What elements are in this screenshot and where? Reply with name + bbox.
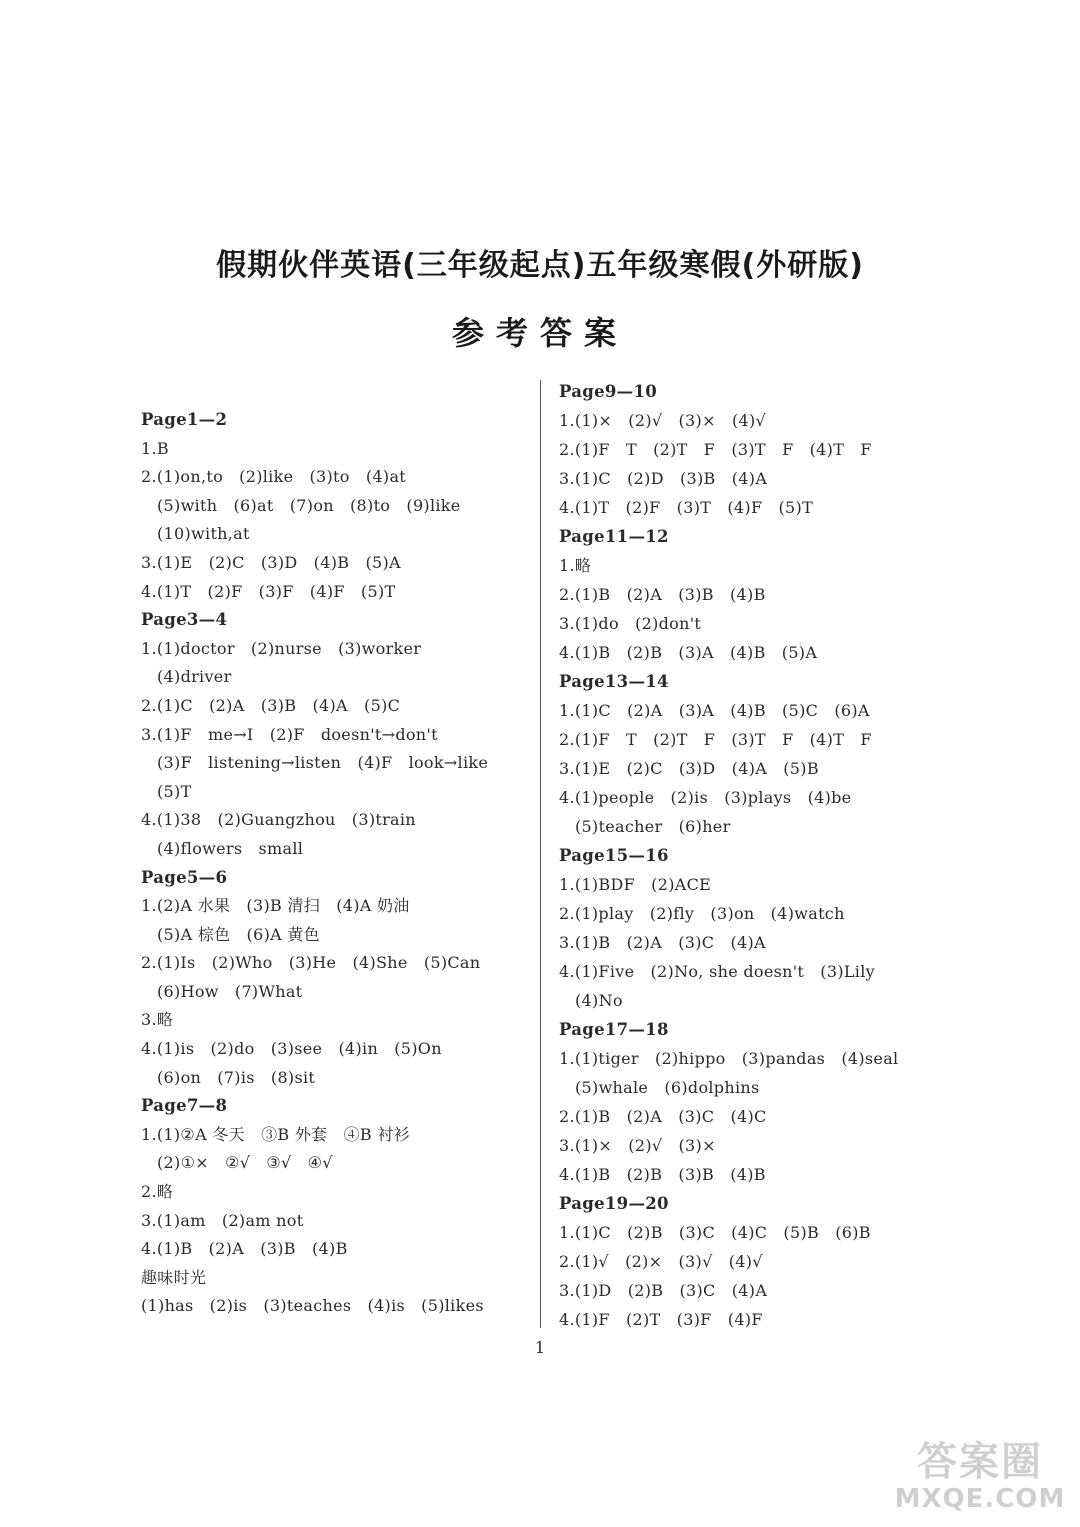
answer-line: 2.(1)B (2)A (3)C (4)C (559, 1107, 767, 1126)
section-heading: Page13—14 (559, 672, 669, 691)
answer-line: 1.(1)× (2)√ (3)× (4)√ (559, 411, 766, 430)
answer-line: 3.(1)C (2)D (3)B (4)A (559, 469, 768, 488)
answer-line: 4.(1)Five (2)No, she doesn't (3)Lily (559, 962, 875, 981)
answer-line: 1.B (141, 438, 169, 458)
watermark-logo: 答案圈 (917, 1439, 1043, 1485)
answer-line: 4.(1)is (2)do (3)see (4)in (5)On (141, 1039, 442, 1059)
answer-line: 3.略 (141, 1010, 174, 1030)
answer-line: 2.(1)Is (2)Who (3)He (4)She (5)Can (141, 953, 481, 973)
page-number: 1 (534, 1338, 546, 1357)
document-title: 假期伙伴英语(三年级起点)五年级寒假(外研版) (216, 248, 864, 283)
answer-line: (5)with (6)at (7)on (8)to (9)like (157, 495, 461, 515)
section-heading: Page15—16 (559, 846, 669, 865)
section-heading: Page1—2 (141, 410, 228, 429)
answer-line: 趣味时光 (141, 1267, 207, 1287)
answer-column-right (559, 377, 959, 1334)
watermark-url: MXQE.COM (894, 1484, 1066, 1514)
answer-line: 3.(1)D (2)B (3)C (4)A (559, 1281, 768, 1300)
answer-line: 3.(1)am (2)am not (141, 1210, 304, 1230)
answer-line: (5)whale (6)dolphins (575, 1078, 760, 1097)
answer-line: 3.(1)B (2)A (3)C (4)A (559, 933, 766, 952)
answer-line: 4.(1)people (2)is (3)plays (4)be (559, 788, 852, 807)
answer-line: 2.(1)play (2)fly (3)on (4)watch (559, 904, 845, 923)
answer-line: 2.(1)√ (2)× (3)√ (4)√ (559, 1252, 763, 1271)
answer-line: (4)driver (157, 667, 232, 687)
section-heading: Page19—20 (559, 1194, 669, 1213)
answer-line: 4.(1)F (2)T (3)F (4)F (559, 1310, 763, 1329)
answer-line: (4)flowers small (157, 838, 304, 858)
answer-line: (5)teacher (6)her (575, 817, 731, 836)
answer-line: 2.(1)F T (2)T F (3)T F (4)T F (559, 730, 872, 749)
answer-line: (4)No (575, 991, 623, 1010)
answer-line: (6)on (7)is (8)sit (157, 1067, 316, 1087)
answer-line: 4.(1)T (2)F (3)T (4)F (5)T (559, 498, 814, 517)
section-heading: Page9—10 (559, 382, 658, 401)
answer-column-left (141, 406, 521, 1321)
answer-line: 2.(1)F T (2)T F (3)T F (4)T F (559, 440, 872, 459)
answer-line: 2.(1)B (2)A (3)B (4)B (559, 585, 766, 604)
answer-line: (2)①× ②√ ③√ ④√ (157, 1153, 333, 1173)
answer-line: (10)with,at (157, 524, 250, 544)
section-heading: Page11—12 (559, 527, 669, 546)
answer-line: 3.(1)do (2)don't (559, 614, 702, 633)
answer-line: (3)F listening→listen (4)F look→like (157, 753, 489, 773)
answer-line: 1.(1)doctor (2)nurse (3)worker (141, 638, 422, 658)
answer-line: 4.(1)38 (2)Guangzhou (3)train (141, 810, 416, 830)
answer-line: 3.(1)F me→I (2)F doesn't→don't (141, 724, 438, 744)
answer-line: 1.(1)BDF (2)ACE (559, 875, 712, 894)
answer-line: (1)has (2)is (3)teaches (4)is (5)likes (141, 1296, 484, 1316)
answer-line: (6)How (7)What (157, 981, 303, 1001)
answer-line: 4.(1)B (2)B (3)B (4)B (559, 1165, 766, 1184)
watermark (890, 1439, 1070, 1519)
answer-line: 2.(1)on,to (2)like (3)to (4)at (141, 467, 407, 487)
document-subtitle: 参考答案 (451, 314, 628, 352)
answer-line: 1.(1)C (2)A (3)A (4)B (5)C (6)A (559, 701, 870, 720)
answer-line: 3.(1)× (2)√ (3)× (559, 1136, 716, 1155)
answer-line: 2.(1)C (2)A (3)B (4)A (5)C (141, 695, 401, 715)
answer-line: 4.(1)T (2)F (3)F (4)F (5)T (141, 581, 396, 601)
answer-line: 3.(1)E (2)C (3)D (4)B (5)A (141, 552, 401, 572)
section-heading: Page17—18 (559, 1020, 669, 1039)
answer-line: 1.(2)A 水果 (3)B 清扫 (4)A 奶油 (141, 896, 410, 916)
answer-line: 3.(1)E (2)C (3)D (4)A (5)B (559, 759, 819, 778)
section-heading: Page3—4 (141, 610, 228, 630)
answer-line: 1.(1)C (2)B (3)C (4)C (5)B (6)B (559, 1223, 871, 1242)
answer-line: 4.(1)B (2)B (3)A (4)B (5)A (559, 643, 818, 662)
section-heading: Page5—6 (141, 867, 228, 887)
answer-line: 1.(1)②A 冬天 ③B 外套 ④B 衬衫 (141, 1124, 410, 1144)
answer-line: 1.略 (559, 556, 592, 575)
answer-line: (5)T (157, 781, 192, 801)
answer-line: 1.(1)tiger (2)hippo (3)pandas (4)seal (559, 1049, 899, 1068)
answer-line: 4.(1)B (2)A (3)B (4)B (141, 1239, 348, 1259)
section-heading: Page7—8 (141, 1096, 228, 1116)
column-divider (540, 380, 541, 1328)
answer-line: (5)A 棕色 (6)A 黄色 (157, 924, 320, 944)
answer-line: 2.略 (141, 1182, 174, 1202)
